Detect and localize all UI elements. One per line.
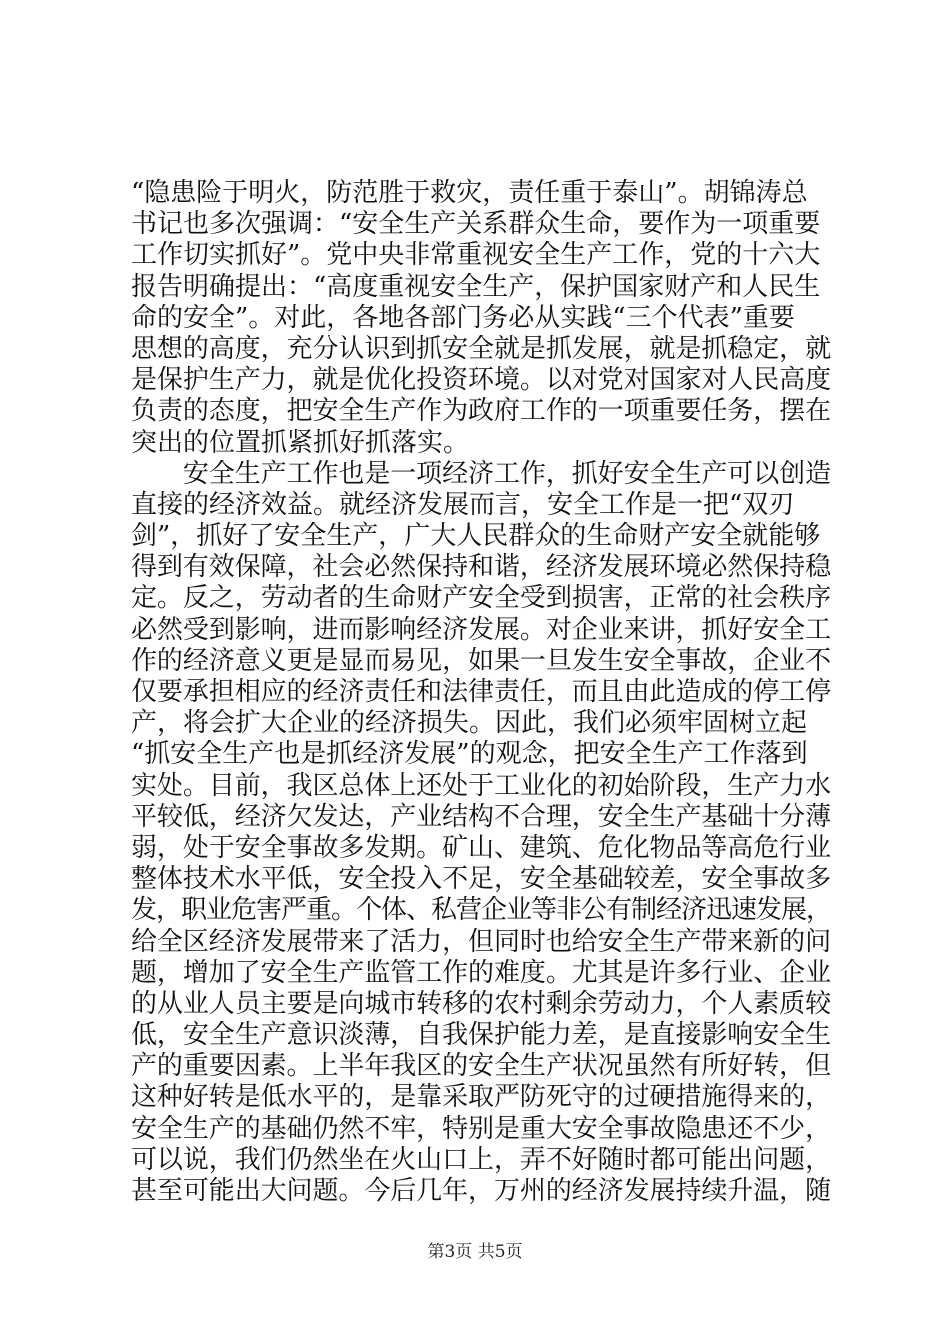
text-line: 整体技术水平低，安全投入不足，安全基础较差，安全事故多 [131,864,832,895]
text-line: 突出的位置抓紧抓好抓落实。 [131,427,470,458]
text-line: 低，安全生产意识淡薄，自我保护能力差，是直接影响安全生 [131,1020,832,1051]
text-line: 命的安全”。对此，各地各部门务必从实践“三个代表”重要 [131,302,795,333]
text-line: 发，职业危害严重。个体、私营企业等非公有制经济迅速发展， [131,895,832,926]
text-line: 负责的态度，把安全生产作为政府工作的一项重要任务，摆在 [131,396,832,427]
text-line: 安全生产的基础仍然不牢，特别是重大安全事故隐患还不少， [131,1113,832,1144]
text-line: 给全区经济发展带来了活力，但同时也给安全生产带来新的问 [131,926,832,957]
page-footer [0,1240,950,1264]
text-line: 仅要承担相应的经济责任和法律责任，而且由此造成的停工停 [131,677,832,707]
text-line: 产，将会扩大企业的经济损失。因此，我们必须牢固树立起 [131,708,808,739]
text-line: 安全生产工作也是一项经济工作，抓好安全生产可以创造 [131,458,832,489]
text-line: “抓安全生产也是抓经济发展”的观念，把安全生产工作落到 [131,739,808,770]
text-line: 报告明确提出：“高度重视安全生产，保护国家财产和人民生 [131,271,821,302]
text-line: 定。反之，劳动者的生命财产安全受到损害，正常的社会秩序 [131,583,832,614]
text-line: 产的重要因素。上半年我区的安全生产状况虽然有所好转，但 [131,1051,832,1082]
text-line: 平较低，经济欠发达，产业结构不合理，安全生产基础十分薄 [131,801,832,832]
text-line: 剑”，抓好了安全生产，广大人民群众的生命财产安全就能够 [131,521,821,552]
text-line: 弱，处于安全事故多发期。矿山、建筑、危化物品等高危行业 [131,832,832,863]
text-line: 必然受到影响，进而影响经济发展。对企业来讲，抓好安全工 [131,614,832,645]
text-line: 题，增加了安全生产监管工作的难度。尤其是许多行业、企业 [131,957,832,988]
text-line: 得到有效保障，社会必然保持和谐，经济发展环境必然保持稳 [131,552,832,583]
text-line: 工作切实抓好”。党中央非常重视安全生产工作，党的十六大 [131,240,821,271]
text-line: 这种好转是低水平的，是靠采取严防死守的过硬措施得来的， [131,1082,832,1113]
page-number: 第3页 共5页 [427,1242,523,1262]
text-line: 可以说，我们仍然坐在火山口上，弄不好随时都可能出问题， [131,1144,832,1175]
text-line: 实处。目前，我区总体上还处于工业化的初始阶段，生产力水 [131,770,832,801]
text-line: 作的经济意义更是显而易见，如果一旦发生安全事故，企业不 [131,645,832,676]
text-line: 的从业人员主要是向城市转移的农村剩余劳动力，个人素质较 [131,988,832,1019]
text-line: 是保护生产力，就是优化投资环境。以对党对国家对人民高度 [131,365,832,396]
text-line: 书记也多次强调：“安全生产关系群众生命，要作为一项重要 [131,209,821,240]
text-line: 甚至可能出大问题。今后几年，万州的经济发展持续升温，随 [131,1176,832,1206]
text-line: 思想的高度，充分认识到抓安全就是抓发展，就是抓稳定，就 [131,333,832,364]
text-line: “隐患险于明火，防范胜于救灾，责任重于泰山”。胡锦涛总 [131,178,808,208]
document-body [131,178,831,1207]
text-line: 直接的经济效益。就经济发展而言，安全工作是一把“双刃 [131,489,795,520]
